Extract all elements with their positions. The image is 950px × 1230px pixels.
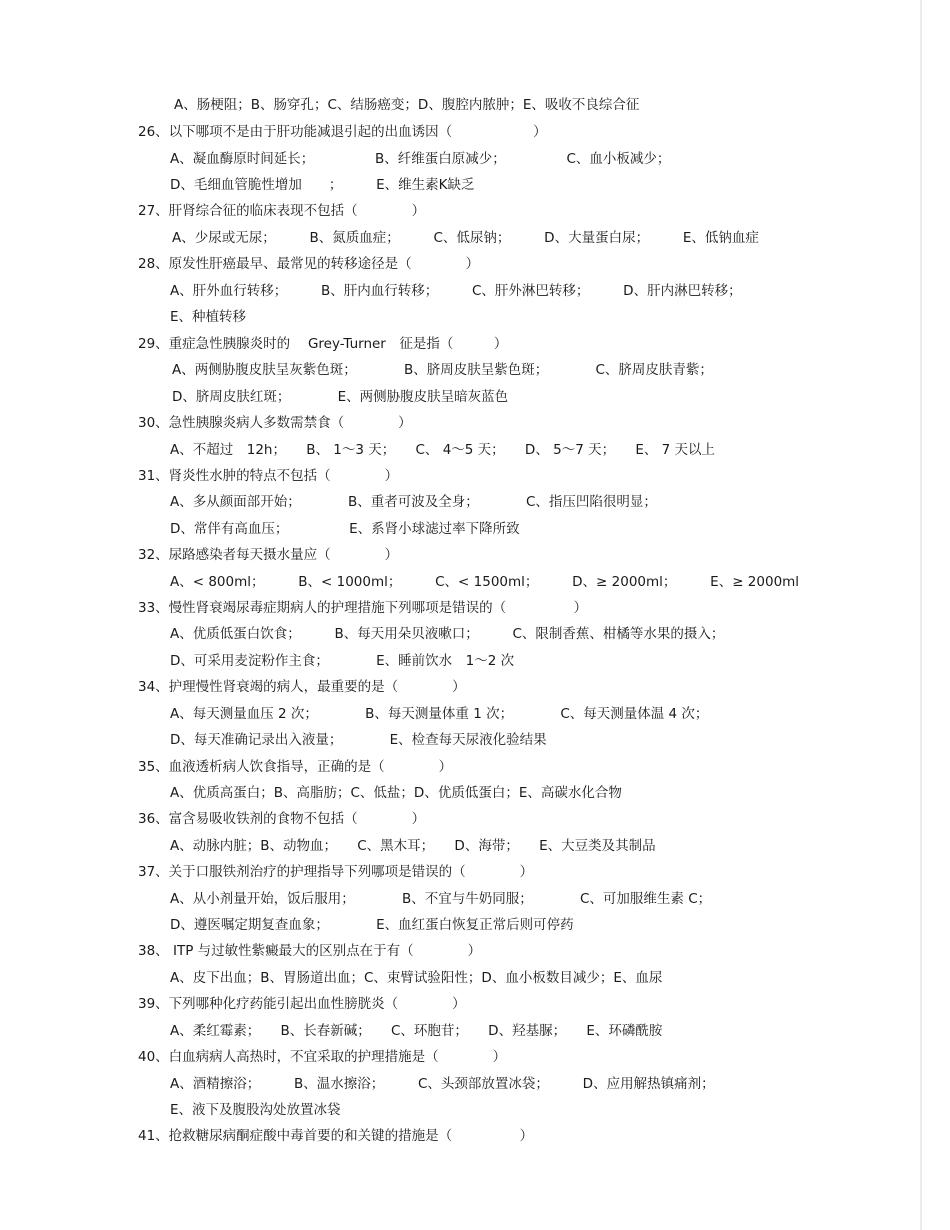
question-line: 33、慢性肾衰竭尿毒症期病人的护理措施下列哪项是错误的（ ） bbox=[138, 600, 588, 616]
question-line: 32、尿路感染者每天摄水量应（ ） bbox=[138, 547, 399, 563]
answer-options-line: A、从小剂量开始，饭后服用； B、不宜与牛奶同服； C、可加服维生素 C； bbox=[170, 891, 712, 907]
answer-options-line: A、两侧胁腹皮肤呈灰紫色斑； B、脐周皮肤呈紫色斑； C、脐周皮肤青紫； bbox=[172, 362, 713, 378]
answer-options-line: A、柔红霉素； B、长春新碱； C、环胞苷； D、羟基脲； E、环磷酰胺 bbox=[170, 1023, 663, 1039]
question-line: 27、肝肾综合征的临床表现不包括（ ） bbox=[138, 203, 426, 219]
answer-options-line: A、动脉内脏；B、动物血； C、黑木耳； D、海带； E、大豆类及其制品 bbox=[170, 838, 656, 854]
question-line: 37、关于口服铁剂治疗的护理指导下列哪项是错误的（ ） bbox=[138, 864, 534, 880]
answer-options-line: D、毛细血管脆性增加 ； E、维生素K缺乏 bbox=[170, 177, 475, 193]
answer-options-line: A、少尿或无尿； B、氮质血症； C、低尿钠； D、大量蛋白尿； E、低钠血症 bbox=[172, 230, 759, 246]
answer-options-line: A、凝血酶原时间延长； B、纤维蛋白原减少； C、血小板减少； bbox=[170, 151, 671, 167]
question-line: 30、急性胰腺炎病人多数需禁食（ ） bbox=[138, 415, 412, 431]
question-line: 36、富含易吸收铁剂的食物不包括（ ） bbox=[138, 811, 426, 827]
answer-options-line: D、脐周皮肤红斑； E、两侧胁腹皮肤呈暗灰蓝色 bbox=[172, 389, 509, 405]
answer-options-line: A、< 800ml； B、< 1000ml； C、< 1500ml； D、≥ 2000ml； E、≥ 2000ml bbox=[170, 574, 800, 590]
question-line: 38、 ITP 与过敏性紫癜最大的区别点在于有（ ） bbox=[138, 943, 482, 959]
answer-options-line: A、优质低蛋白饮食； B、每天用朵贝液嗽口； C、限制香蕉、柑橘等水果的摄入； bbox=[170, 626, 725, 642]
answer-options-line: A、多从颜面部开始； B、重者可波及全身； C、指压凹陷很明显； bbox=[170, 494, 657, 510]
answer-options-line: A、优质高蛋白；B、高脂肪；C、低盐；D、优质低蛋白；E、高碳水化合物 bbox=[170, 785, 622, 801]
answer-options-line: A、每天测量血压 2 次； B、每天测量体重 1 次； C、每天测量体温 4 次； bbox=[170, 706, 709, 722]
page-edge-divider bbox=[920, 0, 922, 1230]
answer-options-line: D、常伴有高血压； E、系肾小球滤过率下降所致 bbox=[170, 521, 520, 537]
question-line: 28、原发性肝癌最早、最常见的转移途径是（ ） bbox=[138, 256, 480, 272]
question-line: 41、抢救糖尿病酮症酸中毒首要的和关键的措施是（ ） bbox=[138, 1128, 534, 1144]
answer-options-line: D、可采用麦淀粉作主食； E、睡前饮水 1～2 次 bbox=[170, 653, 515, 669]
question-line: 26、以下哪项不是由于肝功能减退引起的出血诱因（ ） bbox=[138, 124, 547, 140]
answer-options-line: E、种植转移 bbox=[170, 309, 247, 325]
question-line: 40、白血病病人高热时，不宜采取的护理措施是（ ） bbox=[138, 1049, 507, 1065]
question-line: 31、肾炎性水肿的特点不包括（ ） bbox=[138, 468, 399, 484]
question-line: 34、护理慢性肾衰竭的病人，最重要的是（ ） bbox=[138, 679, 466, 695]
question-line: 39、下列哪种化疗药能引起出血性膀胱炎（ ） bbox=[138, 996, 466, 1012]
answer-options-line: A、酒精擦浴； B、温水擦浴； C、头颈部放置冰袋； D、应用解热镇痛剂； bbox=[170, 1076, 715, 1092]
answer-options-line: A、肝外血行转移； B、肝内血行转移； C、肝外淋巴转移； D、肝内淋巴转移； bbox=[170, 283, 742, 299]
answer-options-line: A、皮下出血；B、胃肠道出血；C、束臂试验阳性；D、血小板数目减少；E、血尿 bbox=[170, 970, 663, 986]
answer-options-line: A、不超过 12h； B、 1～3 天； C、 4～5 天； D、 5～7 天； E、 7 天以上 bbox=[170, 442, 716, 458]
answer-options-line: D、每天准确记录出入液量； E、检查每天尿液化验结果 bbox=[170, 732, 547, 748]
question-line: 29、重症急性胰腺炎时的 Grey-Turner 征是指（ ） bbox=[138, 336, 508, 352]
question-line: 35、血液透析病人饮食指导，正确的是（ ） bbox=[138, 759, 453, 775]
answer-options-line: A、肠梗阻；B、肠穿孔；C、结肠癌变；D、腹腔内脓肿；E、吸收不良综合征 bbox=[174, 97, 640, 113]
answer-options-line: E、液下及腹股沟处放置冰袋 bbox=[170, 1102, 341, 1118]
answer-options-line: D、遵医嘱定期复查血象； E、血红蛋白恢复正常后则可停药 bbox=[170, 917, 574, 933]
